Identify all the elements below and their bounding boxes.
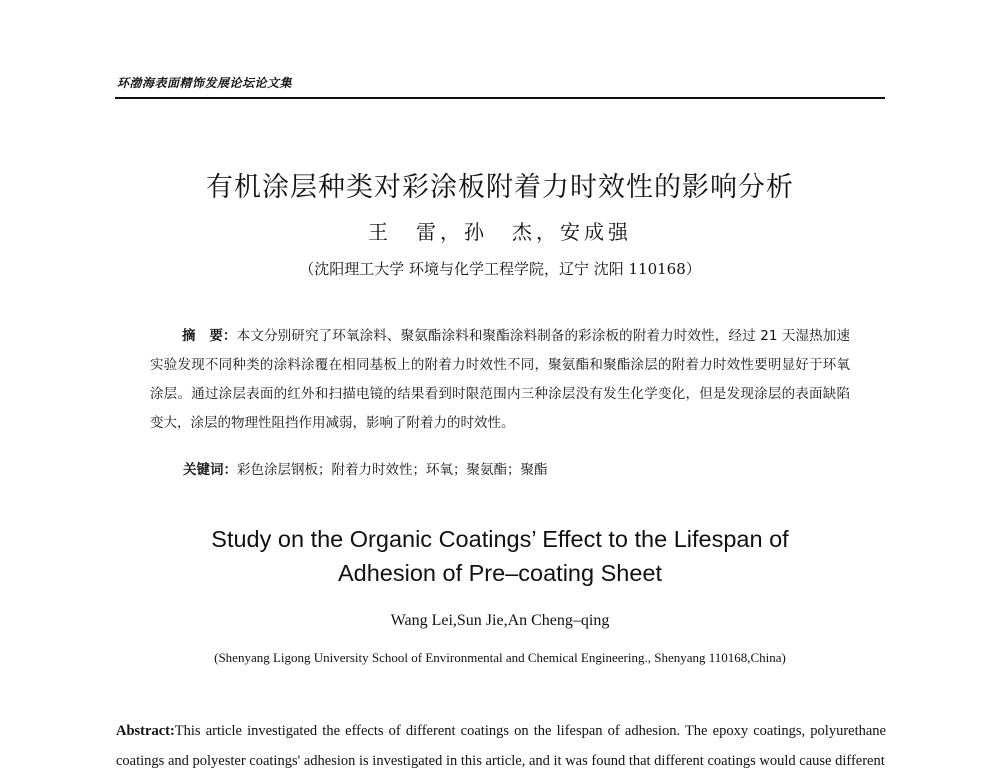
paper-title-en-line1: Study on the Organic Coatings’ Effect to the Lifespan of [211,526,789,552]
abstract-cn-text: 本文分别研究了环氧涂料、聚氨酯涂料和聚酯涂料制备的彩涂板的附着力时效性，经过 21 天湿热加速实验发现不同种类的涂料涂覆在相同基板上的附着力时效性不同，聚氨酯和聚酯涂层的附着力时效性要明显好于环氧涂层。通过涂层表面的红外和扫描电镜的结果看到时限范围内三种涂层没有发生化学变化，但是发现涂层的表面缺陷变大，涂层的物理性阻挡作用减弱，影响了附着力的时效性。 [150,328,851,431]
abstract-en-text: This article investigated the effects of different coatings on the lifespan of adhesion. The epoxy coatings, polyurethane coatings and polyester coatings' adhesion is investigated in this article, and it was found that different coatings would cause different [116,723,886,769]
keywords-cn-text: 彩色涂层钢板；附着力时效性；环氧；聚氨酯；聚酯 [237,462,548,478]
keywords-cn-label: 关键词： [183,462,237,478]
abstract-cn-label: 摘 要： [182,328,237,344]
paper-title-en [0,522,1000,590]
paper-title-en-line2: Adhesion of Pre–coating Sheet [337,560,662,586]
header-rule [115,97,885,99]
authors-en: Wang Lei,Sun Jie,An Cheng–qing [390,612,610,629]
abstract-en-label: Abstract: [116,723,175,739]
abstract-cn [150,322,850,438]
keywords-cn [183,458,548,478]
running-header: 环渤海表面精饰发展论坛论文集 [117,76,293,90]
affiliation-cn: （沈阳理工大学 环境与化学工程学院，辽宁 沈阳 110168） [299,260,701,278]
abstract-en [116,716,886,776]
paper-title-cn: 有机涂层种类对彩涂板附着力时效性的影响分析 [206,172,794,203]
authors-cn: 王 雷，孙 杰，安成强 [368,220,632,244]
affiliation-en: (Shenyang Ligong University School of Environmental and Chemical Engineering., Shenyang 110168,China) [214,650,786,665]
